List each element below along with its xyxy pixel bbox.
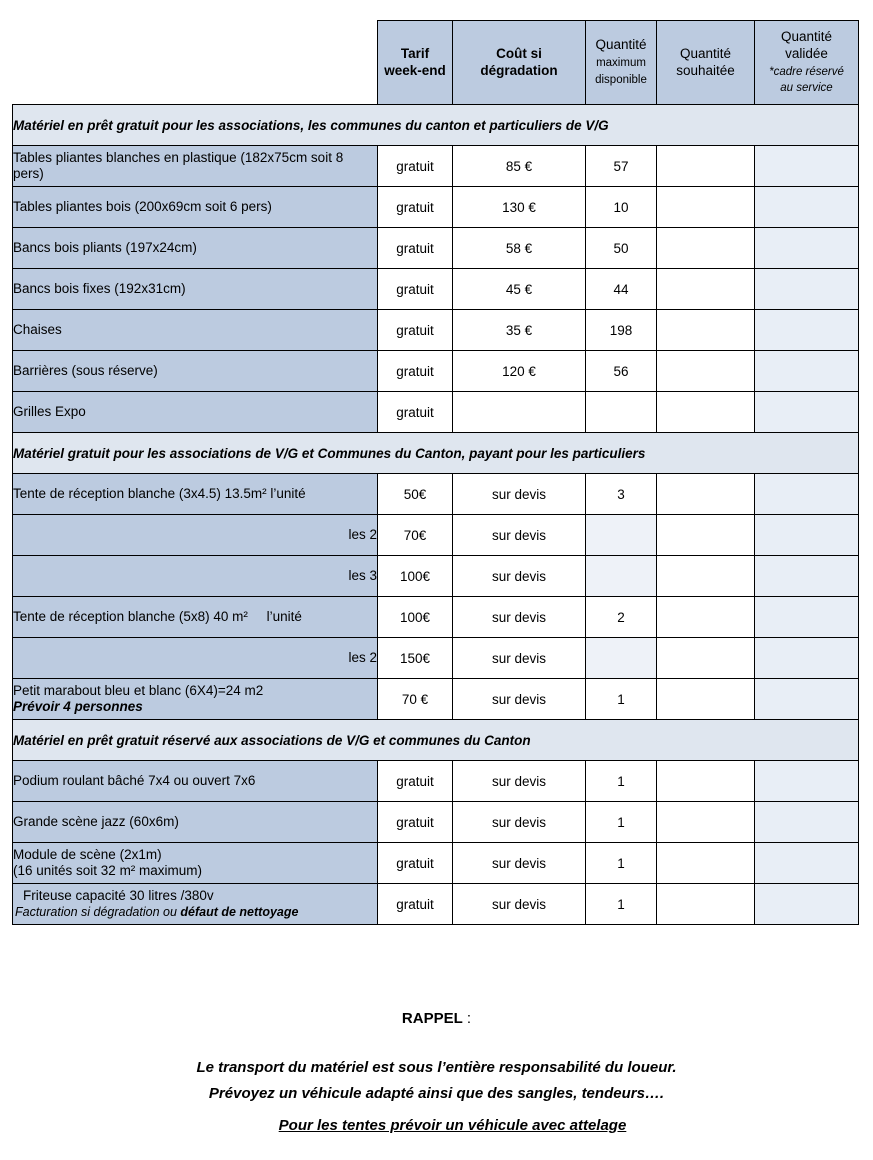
cout-cell: sur devis — [453, 802, 586, 843]
cout-cell: sur devis — [453, 474, 586, 515]
item-label: Chaises — [13, 310, 378, 351]
cout-cell: 45 € — [453, 269, 586, 310]
tarif-cell: 100€ — [378, 597, 453, 638]
quantite-validee-cell — [755, 761, 859, 802]
qmax-cell: 44 — [586, 269, 657, 310]
quantite-souhaitee-input[interactable] — [657, 351, 755, 392]
header-quantite-max: Quantité maximum disponible — [586, 21, 657, 105]
item-label: Tables pliantes bois (200x69cm soit 6 pers) — [13, 187, 378, 228]
tarif-cell: gratuit — [378, 843, 453, 884]
tarif-cell: gratuit — [378, 310, 453, 351]
quantite-validee-cell — [755, 392, 859, 433]
quantite-validee-cell — [755, 597, 859, 638]
item-label — [13, 843, 378, 884]
item-note: Facturation si dégradation ou — [15, 905, 181, 919]
cout-cell: sur devis — [453, 884, 586, 925]
quantite-souhaitee-input[interactable] — [657, 228, 755, 269]
qmax-cell: 56 — [586, 351, 657, 392]
section-title: Matériel en prêt gratuit réservé aux associations de V/G et communes du Canton — [13, 720, 859, 761]
section-title: Matériel gratuit pour les associations de V/G et Communes du Canton, payant pour les particuliers — [13, 433, 859, 474]
tarif-cell: 70€ — [378, 515, 453, 556]
table-row — [13, 761, 859, 802]
cout-cell: sur devis — [453, 843, 586, 884]
cout-cell: sur devis — [453, 597, 586, 638]
cout-cell: 58 € — [453, 228, 586, 269]
qmax-cell: 3 — [586, 474, 657, 515]
tarif-cell: gratuit — [378, 802, 453, 843]
header-row — [13, 21, 859, 105]
item-subnote: Prévoir 4 personnes — [13, 699, 143, 714]
cout-cell: sur devis — [453, 638, 586, 679]
rappel-heading — [0, 1010, 873, 1027]
cout-cell: sur devis — [453, 556, 586, 597]
item-label: Tente de réception blanche (3x4.5) 13.5m² l’unité — [13, 474, 378, 515]
quantite-souhaitee-input[interactable] — [657, 474, 755, 515]
rappel-label: RAPPEL — [401, 1010, 463, 1027]
table-row — [13, 597, 859, 638]
qmax-cell: 1 — [586, 884, 657, 925]
qmax-cell: 1 — [586, 802, 657, 843]
header-blank-cell — [13, 21, 378, 105]
qmax-cell: 10 — [586, 187, 657, 228]
qmax-cell: 1 — [586, 679, 657, 720]
section-row — [13, 433, 859, 474]
table-row — [13, 679, 859, 720]
cout-cell: sur devis — [453, 515, 586, 556]
qmax-cell: 1 — [586, 761, 657, 802]
item-label: les 3 — [13, 556, 378, 597]
quantite-validee-cell — [755, 269, 859, 310]
quantite-souhaitee-input[interactable] — [657, 556, 755, 597]
quantite-souhaitee-input[interactable] — [657, 310, 755, 351]
header-quantite-souhaitee: Quantité souhaitée — [657, 21, 755, 105]
table-row — [13, 843, 859, 884]
tarif-cell: gratuit — [378, 351, 453, 392]
cout-cell: 35 € — [453, 310, 586, 351]
cout-cell: sur devis — [453, 761, 586, 802]
table-row — [13, 228, 859, 269]
header-tarif: Tarif week-end — [378, 21, 453, 105]
quantite-validee-cell — [755, 556, 859, 597]
item-label: Tables pliantes blanches en plastique (182x75cm soit 8 pers) — [13, 146, 378, 187]
quantite-souhaitee-input[interactable] — [657, 843, 755, 884]
section-row — [13, 105, 859, 146]
tarif-cell: 100€ — [378, 556, 453, 597]
quantite-validee-cell — [755, 228, 859, 269]
tarif-cell: gratuit — [378, 392, 453, 433]
qmax-cell: 57 — [586, 146, 657, 187]
quantite-souhaitee-input[interactable] — [657, 761, 755, 802]
table-row — [13, 474, 859, 515]
quantite-souhaitee-input[interactable] — [657, 392, 755, 433]
quantite-validee-cell — [755, 884, 859, 925]
table-row — [13, 515, 859, 556]
table-row — [13, 187, 859, 228]
item-label: Grande scène jazz (60x6m) — [13, 802, 378, 843]
item-label — [13, 884, 378, 925]
cout-cell: 120 € — [453, 351, 586, 392]
item-label: Podium roulant bâché 7x4 ou ouvert 7x6 — [13, 761, 378, 802]
tarif-cell: 70 € — [378, 679, 453, 720]
quantite-souhaitee-input[interactable] — [657, 638, 755, 679]
item-label: Barrières (sous réserve) — [13, 351, 378, 392]
tarif-cell: 50€ — [378, 474, 453, 515]
rental-table — [12, 20, 859, 925]
tent-trailer-note: Pour les tentes prévoir un véhicule avec attelage — [278, 1117, 627, 1134]
table-row — [13, 351, 859, 392]
table-row — [13, 802, 859, 843]
tarif-cell: 150€ — [378, 638, 453, 679]
quantite-souhaitee-input[interactable] — [657, 884, 755, 925]
table-row — [13, 638, 859, 679]
item-label: les 2 — [13, 638, 378, 679]
tarif-cell: gratuit — [378, 884, 453, 925]
quantite-souhaitee-input[interactable] — [657, 515, 755, 556]
table-row — [13, 310, 859, 351]
item-label: les 2 — [13, 515, 378, 556]
qmax-cell — [586, 556, 657, 597]
tarif-cell: gratuit — [378, 269, 453, 310]
tarif-cell: gratuit — [378, 146, 453, 187]
quantite-validee-cell — [755, 187, 859, 228]
qmax-cell: 50 — [586, 228, 657, 269]
quantite-souhaitee-input[interactable] — [657, 187, 755, 228]
table-row — [13, 392, 859, 433]
quantite-validee-cell — [755, 679, 859, 720]
table-row — [13, 556, 859, 597]
qmax-cell: 1 — [586, 843, 657, 884]
quantite-validee-cell — [755, 802, 859, 843]
quantite-souhaitee-input[interactable] — [657, 597, 755, 638]
quantite-validee-cell — [755, 146, 859, 187]
qmax-cell — [586, 638, 657, 679]
header-cout-degradation: Coût si dégradation — [453, 21, 586, 105]
item-title: Petit marabout bleu et blanc (6X4)=24 m2 — [13, 683, 264, 699]
quantite-validee-cell — [755, 474, 859, 515]
item-title: Module de scène (2x1m) — [13, 847, 162, 863]
vehicle-advice-note: Prévoyez un véhicule adapté ainsi que des sangles, tendeurs…. — [208, 1085, 665, 1102]
quantite-validee-cell — [755, 310, 859, 351]
tarif-cell: gratuit — [378, 761, 453, 802]
item-subnote: (16 unités soit 32 m² maximum) — [13, 863, 203, 878]
quantite-validee-cell — [755, 638, 859, 679]
item-title: Friteuse capacité 30 litres /380v — [23, 888, 214, 904]
quantite-souhaitee-input[interactable] — [657, 146, 755, 187]
item-label: Bancs bois fixes (192x31cm) — [13, 269, 378, 310]
table-row — [13, 884, 859, 925]
tarif-cell: gratuit — [378, 187, 453, 228]
item-label: Bancs bois pliants (197x24cm) — [13, 228, 378, 269]
qmax-cell: 198 — [586, 310, 657, 351]
item-label: Tente de réception blanche (5x8) 40 m² l’unité — [13, 597, 378, 638]
transport-responsibility-note: Le transport du matériel est sous l’entière responsabilité du loueur. — [196, 1059, 677, 1076]
item-note-emphasis: défaut de nettoyage — [180, 905, 299, 919]
section-title: Matériel en prêt gratuit pour les associations, les communes du canton et particuliers de V/G — [13, 105, 859, 146]
quantite-validee-cell — [755, 515, 859, 556]
qmax-cell: 2 — [586, 597, 657, 638]
table-row — [13, 269, 859, 310]
qmax-cell — [586, 392, 657, 433]
tarif-cell: gratuit — [378, 228, 453, 269]
quantite-validee-cell — [755, 351, 859, 392]
qmax-cell — [586, 515, 657, 556]
cout-cell — [453, 392, 586, 433]
rappel-colon: : — [462, 1010, 472, 1027]
quantite-souhaitee-input[interactable] — [657, 802, 755, 843]
item-label: Grilles Expo — [13, 392, 378, 433]
quantite-validee-cell — [755, 843, 859, 884]
table-row — [13, 146, 859, 187]
quantite-souhaitee-input[interactable] — [657, 679, 755, 720]
section-row — [13, 720, 859, 761]
quantite-souhaitee-input[interactable] — [657, 269, 755, 310]
header-quantite-validee: Quantité validée *cadre réservé au service — [755, 21, 859, 105]
cout-cell: 85 € — [453, 146, 586, 187]
cout-cell: sur devis — [453, 679, 586, 720]
item-label — [13, 679, 378, 720]
cout-cell: 130 € — [453, 187, 586, 228]
